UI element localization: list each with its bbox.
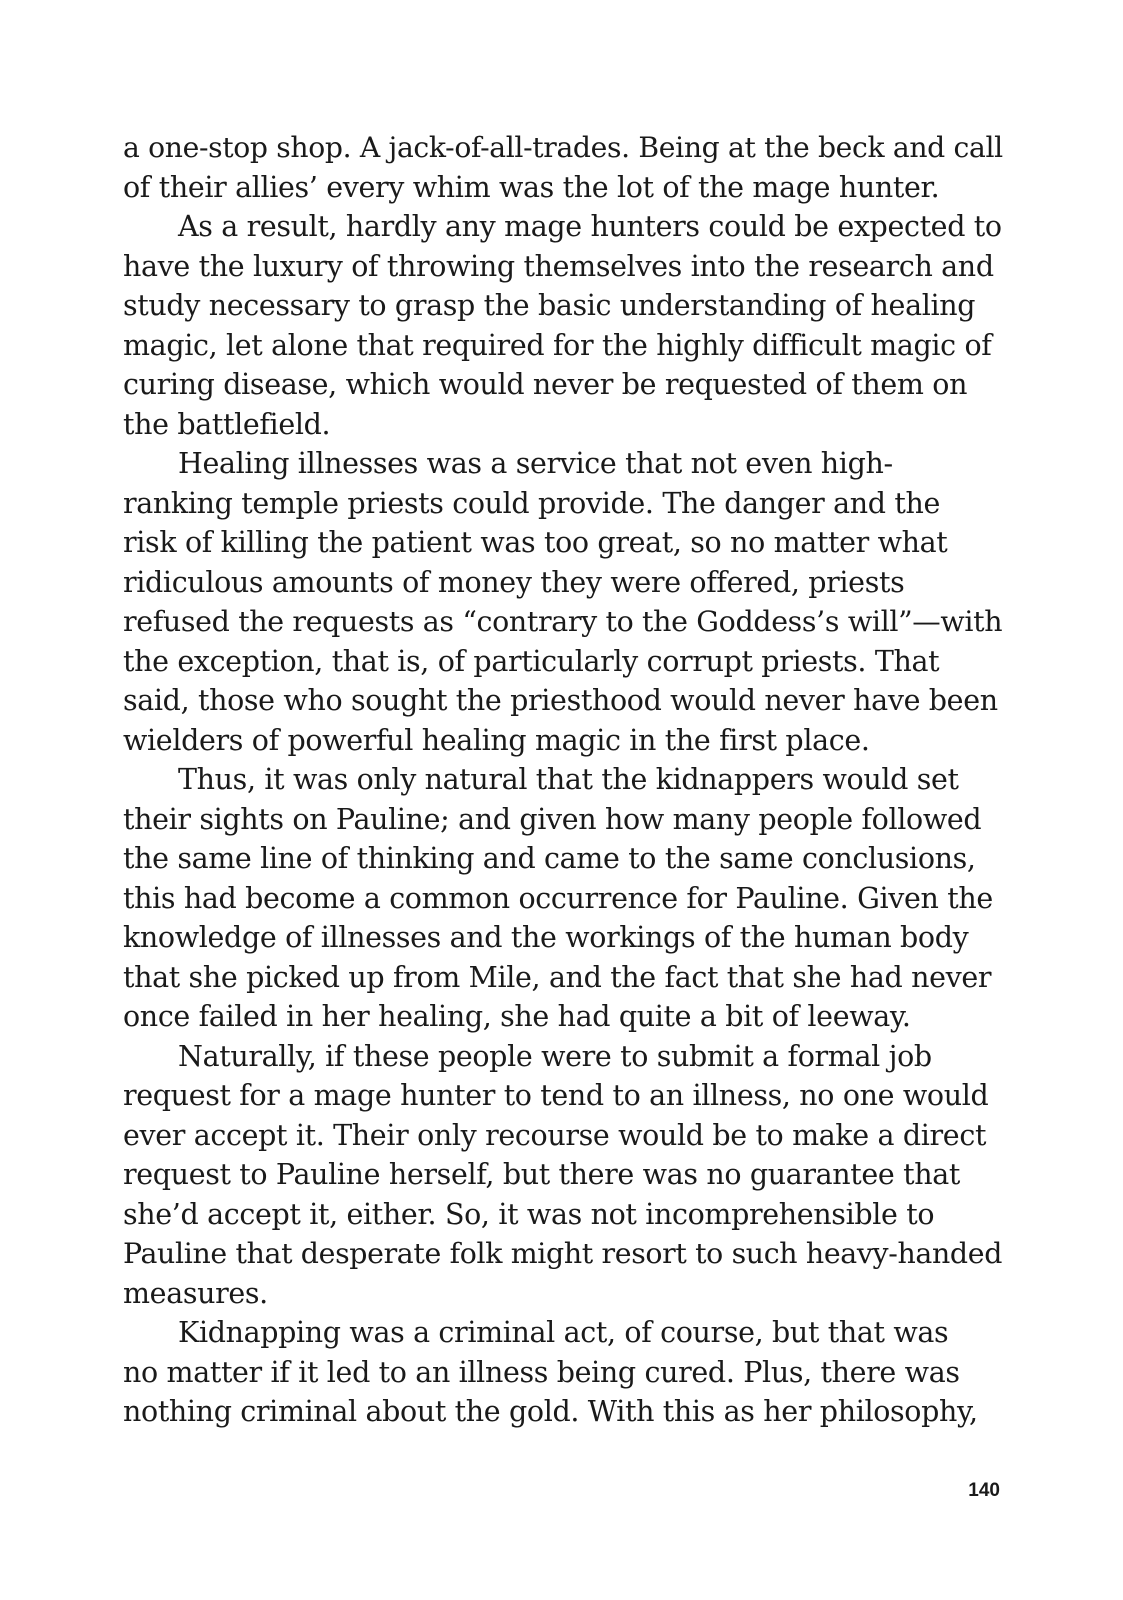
text-line: study necessary to grasp the basic understanding of healing bbox=[123, 289, 976, 322]
text-line: the same line of thinking and came to the same conclusions, bbox=[123, 842, 976, 875]
text-line: magic, let alone that required for the highly difficult magic of bbox=[123, 328, 992, 362]
text-line: the exception, that is, of particularly corrupt priests. That bbox=[123, 644, 940, 678]
paragraph-first-line: Kidnapping was a criminal act, of course, but that was bbox=[178, 1316, 949, 1349]
text-line: the battlefield. bbox=[123, 407, 331, 441]
text-line: have the luxury of throwing themselves into the research and bbox=[123, 249, 994, 283]
text-line: wielders of powerful healing magic in the first place. bbox=[123, 723, 870, 757]
text-line: once failed in her healing, she had quite a bit of leeway. bbox=[123, 1000, 911, 1033]
text-line: of their allies’ every whim was the lot of the mage hunter. bbox=[123, 170, 940, 204]
text-line: she’d accept it, either. So, it was not incomprehensible to bbox=[123, 1197, 935, 1231]
text-line: curing disease, which would never be requested of them on bbox=[123, 368, 968, 401]
text-line: request to Pauline herself, but there was no guarantee that bbox=[123, 1158, 961, 1191]
paragraph-first-line: Naturally, if these people were to submit a formal job bbox=[178, 1039, 932, 1073]
body-text bbox=[123, 128, 1003, 1432]
text-line: no matter if it led to an illness being cured. Plus, there was bbox=[123, 1355, 960, 1389]
text-line: Pauline that desperate folk might resort to such heavy-handed bbox=[123, 1237, 1003, 1270]
text-line: that she picked up from Mile, and the fact that she had never bbox=[123, 960, 992, 994]
text-line: refused the requests as “contrary to the Goddess’s will”—with bbox=[123, 605, 1003, 638]
text-line: ever accept it. Their only recourse would be to make a direct bbox=[123, 1118, 987, 1152]
paragraph-first-line: Thus, it was only natural that the kidnappers would set bbox=[178, 763, 959, 796]
text-line: risk of killing the patient was too great, so no matter what bbox=[123, 526, 948, 559]
text-line: measures. bbox=[123, 1276, 268, 1310]
paragraph-first-line: As a result, hardly any mage hunters could be expected to bbox=[178, 210, 1002, 243]
text-line: ranking temple priests could provide. The danger and the bbox=[123, 486, 941, 520]
text-line: this had become a common occurrence for Pauline. Given the bbox=[123, 881, 993, 915]
page-number: 140 bbox=[968, 1480, 1000, 1501]
paragraph-first-line: Healing illnesses was a service that not even high- bbox=[178, 447, 893, 480]
text-line: said, those who sought the priesthood would never have been bbox=[123, 684, 998, 717]
text-line: a one-stop shop. A jack-of-all-trades. Being at the beck and call bbox=[123, 131, 1003, 164]
text-line: request for a mage hunter to tend to an illness, no one would bbox=[123, 1079, 989, 1112]
text-line: their sights on Pauline; and given how many people followed bbox=[123, 802, 982, 836]
text-line: knowledge of illnesses and the workings of the human body bbox=[123, 921, 969, 954]
text-line: ridiculous amounts of money they were offered, priests bbox=[123, 565, 905, 599]
text-line: nothing criminal about the gold. With this as her philosophy, bbox=[123, 1395, 978, 1428]
